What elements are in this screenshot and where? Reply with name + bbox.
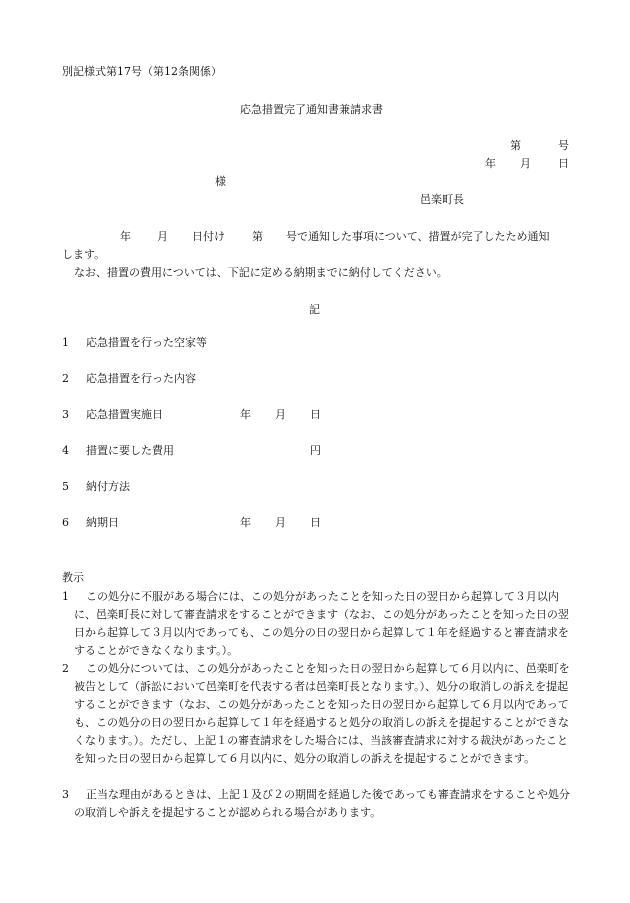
item-3-num: 3 [62, 408, 69, 421]
notes-item-1-num: 1 [62, 590, 69, 603]
body-line2: します。 [62, 248, 106, 261]
item-6-num: 6 [62, 516, 69, 529]
notes-item-2-text: この処分については、この処分があったことを知った日の翌日から起算して６月以内に、邑楽町を被告として（訴訟において邑楽町を代表する者は邑楽町長となります。）、処分の取消しの訴えを提起することができます（なお、この処分があったことを知った日の翌日から起算して６月以内であっても、この処分の日の翌日から起算して１年を経過すると処分の取消しの訴えを提起することができなくなります。）。ただし、上記１の審査請求をした場合には、当該審査請求に対する裁決があったことを知った日の翌日から起算して６月以内に、処分の取消しの訴えを提起することができます。 [74, 662, 570, 765]
notes-heading: 教示 [62, 571, 84, 584]
addressee-suffix: 様 [215, 175, 226, 188]
notes-item-2-num: 2 [62, 662, 69, 675]
date-day: 日 [558, 157, 569, 170]
item-3-day: 日 [310, 408, 321, 421]
notes-item-3 [62, 786, 572, 822]
item-2-label: 応急措置を行った内容 [86, 372, 196, 385]
sender-name: 邑楽町長 [420, 193, 464, 206]
item-5-num: 5 [62, 480, 69, 493]
item-4-unit: 円 [310, 444, 321, 457]
item-4-label: 措置に要した費用 [86, 444, 174, 457]
item-6-label: 納期日 [86, 516, 119, 529]
item-5-label: 納付方法 [86, 480, 130, 493]
body-month: 月 [157, 230, 168, 243]
notes-item-1 [62, 588, 572, 660]
number-dai: 第 [510, 139, 521, 152]
item-3-month: 月 [275, 408, 286, 421]
notes-item-2 [62, 660, 572, 768]
body-year: 年 [120, 230, 131, 243]
ki-marker: 記 [309, 303, 320, 316]
form-reference: 別記様式第17号（第12条関係） [62, 65, 222, 78]
item-4-num: 4 [62, 444, 69, 457]
body-line3: なお、措置の費用については、下記に定める納期までに納付してください。 [74, 266, 448, 279]
item-3-label: 応急措置実施日 [86, 408, 163, 421]
document-title: 応急措置完了通知書兼請求書 [240, 103, 383, 116]
body-date-suffix: 日付け [192, 230, 225, 243]
date-year: 年 [485, 157, 496, 170]
notes-item-3-text: 正当な理由があるときは、上記１及び２の期間を経過した後であっても審査請求をすることや処分の取消しや訴えを提起することが認められる場合があります。 [74, 788, 570, 819]
item-2-num: 2 [62, 372, 69, 385]
item-6-day: 日 [310, 516, 321, 529]
notes-item-1-text: この処分に不服がある場合には、この処分があったことを知った日の翌日から起算して３月以内に、邑楽町長に対して審査請求をすることができます（なお、この処分があったことを知った日の翌日から起算して３月以内であっても、この処分の日の翌日から起算して１年を経過すると審査請求をすることができなくなります。）。 [74, 590, 569, 657]
item-6-year: 年 [240, 516, 251, 529]
item-3-year: 年 [240, 408, 251, 421]
number-go: 号 [558, 139, 569, 152]
date-month: 月 [520, 157, 531, 170]
item-6-month: 月 [275, 516, 286, 529]
body-line1-rest: 号で通知した事項について、措置が完了したため通知 [286, 230, 550, 243]
notes-item-3-num: 3 [62, 788, 69, 801]
body-dai: 第 [252, 230, 263, 243]
item-1-label: 応急措置を行った空家等 [86, 336, 207, 349]
item-1-num: 1 [62, 336, 69, 349]
